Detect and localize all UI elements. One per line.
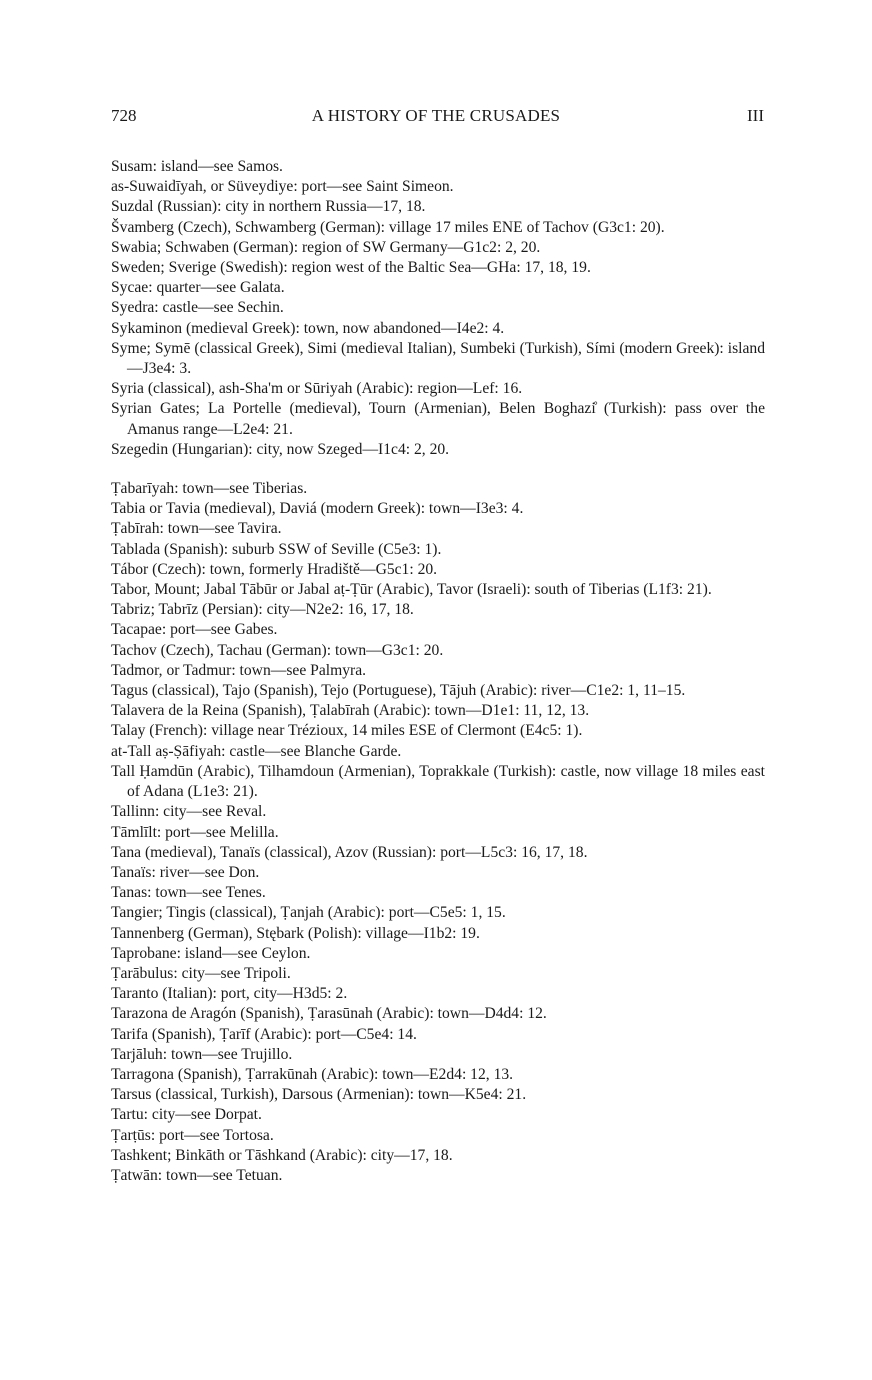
gazetteer-entry: Tadmor, or Tadmur: town—see Palmyra. [111,661,367,679]
gazetteer-entry: Švamberg (Czech), Schwamberg (German): village 17 miles ENE of Tachov (G3c1: 20). [111,218,665,236]
gazetteer-entry: Tarifa (Spanish), Ṭarīf (Arabic): port—C5e4: 14. [111,1025,417,1043]
gazetteer-entry: Taranto (Italian): port, city—H3d5: 2. [111,985,348,1003]
gazetteer-entry: Tabriz; Tabrīz (Persian): city—N2e2: 16, 17, 18. [111,601,414,619]
gazetteer-entry: Tábor (Czech): town, formerly Hradiště—G5c1: 20. [111,560,438,578]
gazetteer-entry: as-Suwaidīyah, or Süveydiye: port—see Saint Simeon. [111,178,454,196]
gazetteer-entry: Tanas: town—see Tenes. [111,884,266,902]
volume-number: III [747,106,764,125]
gazetteer-entry: Taprobane: island—see Ceylon. [111,944,311,962]
gazetteer-entry: Tashkent; Binkāth or Tāshkand (Arabic): city—17, 18. [111,1146,453,1164]
gazetteer-entry: Sykaminon (medieval Greek): town, now abandoned—I4e2: 4. [111,319,505,337]
gazetteer-entry: Syedra: castle—see Sechin. [111,299,284,317]
gazetteer-entry: Tangier; Tingis (classical), Ṭanjah (Arabic): port—C5e5: 1, 15. [111,904,506,922]
gazetteer-entry: Ṭatwān: town—see Tetuan. [111,1166,283,1184]
gazetteer-entry: Syrian Gates; La Portelle (medieval), Tourn (Armenian), Belen Boghazi̊ (Turkish): pass over the Amanus range—L2e4: 21. [111,400,765,438]
gazetteer-entry: Susam: island—see Samos. [111,158,283,175]
gazetteer-entry: Tāmlīlt: port—see Melilla. [111,823,279,841]
gazetteer-entry: at-Tall aṣ-Ṣāfiyah: castle—see Blanche Garde. [111,742,402,760]
gazetteer-entry: Tabor, Mount; Jabal Tābūr or Jabal aṭ-Ṭūr (Arabic), Tavor (Israeli): south of Tiberias (L1f3: 21). [111,581,712,599]
gazetteer-entry: Tarsus (classical, Turkish), Darsous (Armenian): town—K5e4: 21. [111,1086,527,1104]
page-number: 728 [111,106,137,125]
gazetteer-entries [111,157,765,1186]
gazetteer-entry: Suzdal (Russian): city in northern Russia—17, 18. [111,198,426,216]
gazetteer-entry: Syme; Symē (classical Greek), Simi (medieval Italian), Sumbeki (Turkish), Sími (modern Greek): island—J3e4: 3. [111,339,765,378]
gazetteer-entry: Tartu: city—see Dorpat. [111,1106,262,1124]
gazetteer-entry: Ṭarābulus: city—see Tripoli. [111,964,291,982]
gazetteer-entry: Tacapae: port—see Gabes. [111,621,278,639]
gazetteer-entry: Tana (medieval), Tanaïs (classical), Azov (Russian): port—L5c3: 16, 17, 18. [111,843,588,861]
gazetteer-entry: Tablada (Spanish): suburb SSW of Seville (C5e3: 1). [111,540,442,558]
gazetteer-entry: Tabia or Tavia (medieval), Daviá (modern Greek): town—I3e3: 4. [111,500,524,518]
gazetteer-entry: Talay (French): village near Trézioux, 14 miles ESE of Clermont (E4c5: 1). [111,722,583,740]
gazetteer-entry: Syria (classical), ash-Sha'm or Sūriyah (Arabic): region—Lef: 16. [111,380,523,398]
gazetteer-entry: Sweden; Sverige (Swedish): region west of the Baltic Sea—GHa: 17, 18, 19. [111,259,591,277]
gazetteer-entry: Tarjāluh: town—see Trujillo. [111,1045,293,1063]
entry-group [111,157,765,460]
gazetteer-entry: Ṭabarīyah: town—see Tiberias. [111,480,308,498]
gazetteer-entry: Tarragona (Spanish), Ṭarrakūnah (Arabic): town—E2d4: 12, 13. [111,1065,514,1083]
gazetteer-entry: Talavera de la Reina (Spanish), Ṭalabīrah (Arabic): town—D1e1: 11, 12, 13. [111,702,590,720]
gazetteer-entry: Tanaïs: river—see Don. [111,863,260,881]
gazetteer-entry: Sycae: quarter—see Galata. [111,279,285,297]
gazetteer-entry: Tagus (classical), Tajo (Spanish), Tejo (Portuguese), Tājuh (Arabic): river—C1e2: 1, 11–15. [111,682,686,700]
running-title: A HISTORY OF THE CRUSADES [311,106,561,125]
gazetteer-entry: Ṭarṭūs: port—see Tortosa. [111,1126,274,1144]
gazetteer-entry: Tachov (Czech), Tachau (German): town—G3c1: 20. [111,641,444,659]
gazetteer-entry: Tall Ḥamdūn (Arabic), Tilhamdoun (Armenian), Toprakkale (Turkish): castle, now village 18 miles east of Adana (L1e3: 21). [111,762,765,801]
gazetteer-entry: Swabia; Schwaben (German): region of SW Germany—G1c2: 2, 20. [111,238,541,256]
gazetteer-entry: Tannenberg (German), Stębark (Polish): village—I1b2: 19. [111,924,480,942]
gazetteer-entry: Tallinn: city—see Reval. [111,803,267,821]
gazetteer-entry: Szegedin (Hungarian): city, now Szeged—I1c4: 2, 20. [111,440,450,458]
gazetteer-entry: Ṭabīrah: town—see Tavira. [111,520,282,538]
entry-group [111,479,765,1186]
gazetteer-entry: Tarazona de Aragón (Spanish), Ṭarasūnah (Arabic): town—D4d4: 12. [111,1005,547,1023]
